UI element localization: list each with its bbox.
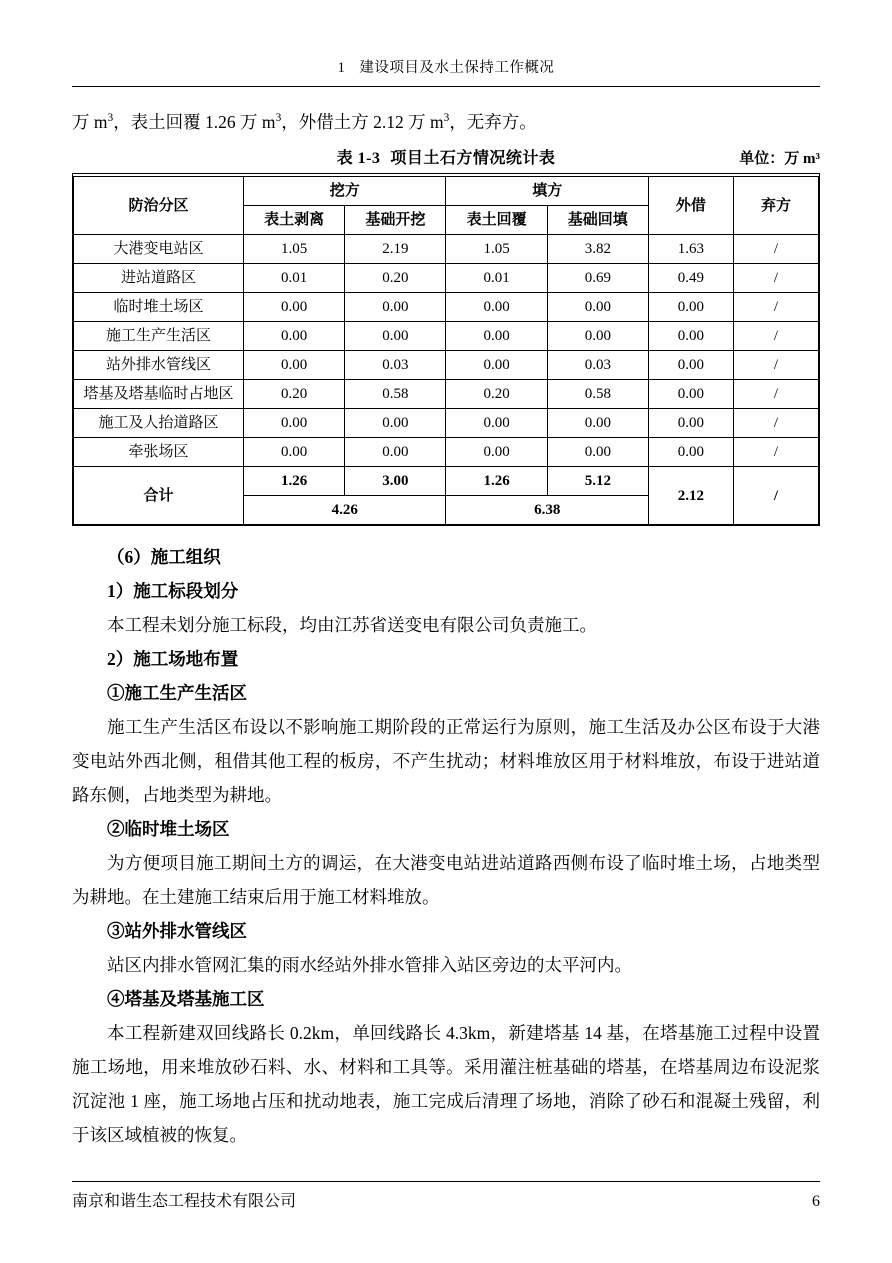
cell-value: 0.00	[446, 351, 547, 380]
cell-value: 0.00	[244, 293, 345, 322]
cell-value: 0.00	[648, 351, 733, 380]
subsection-heading-site-layout: 2）施工场地布置	[107, 649, 239, 669]
paragraph-outside-drainage-pipeline: 站区内排水管网汇集的雨水经站外排水管排入站区旁边的太平河内。	[107, 955, 632, 975]
intro-part-2: ，表土回覆 1.26 万 m	[113, 112, 276, 132]
table-body	[74, 235, 819, 525]
total-value: 1.26	[244, 467, 345, 496]
cell-value: 0.00	[547, 322, 648, 351]
total-excavation-sum: 4.26	[244, 496, 446, 525]
header-waste: 弃方	[733, 177, 818, 235]
cell-value: 0.20	[244, 380, 345, 409]
cell-value: 0.01	[244, 264, 345, 293]
header-chapter-title: 建设项目及水土保持工作概况	[359, 60, 555, 76]
statistics-table	[73, 176, 819, 525]
row-label: 施工及人抬道路区	[74, 409, 244, 438]
intro-paragraph	[72, 105, 820, 139]
total-value: 1.26	[446, 467, 547, 496]
cell-value: 0.00	[345, 293, 446, 322]
intro-part-3: ，外借土方 2.12 万 m	[281, 112, 444, 132]
header-sub-foundation-backfill: 基础回填	[547, 206, 648, 235]
header-sub-topsoil-strip: 表土剥离	[244, 206, 345, 235]
cell-value: 0.20	[446, 380, 547, 409]
intro-sup-1: 3	[107, 112, 114, 125]
cell-value: 0.58	[345, 380, 446, 409]
cell-value: /	[733, 293, 818, 322]
cell-value: /	[733, 380, 818, 409]
table-row	[74, 264, 819, 293]
cell-value: 1.63	[648, 235, 733, 264]
row-label: 大港变电站区	[74, 235, 244, 264]
cell-value: /	[733, 264, 818, 293]
header-sub-topsoil-return: 表土回覆	[446, 206, 547, 235]
cell-value: 0.00	[446, 322, 547, 351]
footer-row	[72, 1188, 820, 1211]
cell-value: 0.00	[648, 322, 733, 351]
table-caption-row	[72, 145, 820, 173]
paragraph-tower-foundation-area: 本工程新建双回线路长 0.2km，单回线路长 4.3km，新建塔基 14 基，在塔基施工过程中设置施工场地，用来堆放砂石料、水、材料和工具等。采用灌注桩基础的塔基，在塔基周边布设泥浆沉淀池 1 座，施工场地占压和扰动地表，施工完成后清理了场地，消除了砂石和混凝土残留，利于该区域植被的恢复。	[72, 1023, 820, 1145]
cell-value: 0.00	[547, 409, 648, 438]
cell-value: /	[733, 438, 818, 467]
cell-value: 0.00	[244, 438, 345, 467]
row-label: 牵张场区	[74, 438, 244, 467]
table-row	[74, 380, 819, 409]
table-header	[74, 177, 819, 235]
header-chapter-number: 1	[337, 60, 346, 76]
table-row	[74, 235, 819, 264]
header-sub-foundation-excavation: 基础开挖	[345, 206, 446, 235]
header-excavation: 挖方	[244, 177, 446, 206]
cell-value: 0.00	[648, 380, 733, 409]
cell-value: /	[733, 322, 818, 351]
header-fill: 填方	[446, 177, 648, 206]
cell-value: 0.00	[648, 293, 733, 322]
page-header	[72, 0, 820, 77]
cell-value: 0.00	[345, 409, 446, 438]
table-caption	[72, 145, 820, 168]
row-label: 塔基及塔基临时占地区	[74, 380, 244, 409]
row-label: 临时堆土场区	[74, 293, 244, 322]
section-heading-construction-organization: （6）施工组织	[107, 547, 221, 567]
cell-value: 0.58	[547, 380, 648, 409]
cell-value: 0.01	[446, 264, 547, 293]
footer-divider	[72, 1181, 820, 1182]
table-caption-title: 项目土石方情况统计表	[390, 150, 556, 167]
row-label: 站外排水管线区	[74, 351, 244, 380]
cell-value: 0.00	[648, 409, 733, 438]
cell-value: 0.00	[345, 322, 446, 351]
subsection-heading-section-division: 1）施工标段划分	[107, 581, 239, 601]
intro-sup-3: 3	[443, 112, 450, 125]
header-external: 外借	[648, 177, 733, 235]
table-total-row-1	[74, 467, 819, 496]
cell-value: /	[733, 235, 818, 264]
total-value: 3.00	[345, 467, 446, 496]
table-row	[74, 293, 819, 322]
table-row	[74, 351, 819, 380]
paragraph-temporary-soil-yard: 为方便项目施工期间土方的调运，在大港变电站进站道路西侧布设了临时堆土场，占地类型为耕地。在土建施工结束后用于施工材料堆放。	[72, 853, 820, 907]
intro-part-1: 万 m	[72, 112, 108, 132]
cell-value: 2.19	[345, 235, 446, 264]
cell-value: 3.82	[547, 235, 648, 264]
row-label: 施工生产生活区	[74, 322, 244, 351]
row-label: 进站道路区	[74, 264, 244, 293]
footer-page-number: 6	[812, 1193, 820, 1210]
cell-value: 1.05	[446, 235, 547, 264]
cell-value: 0.49	[648, 264, 733, 293]
cell-value: 0.00	[244, 322, 345, 351]
cell-value: /	[733, 351, 818, 380]
item-heading-tower-foundation-area: ④塔基及塔基施工区	[107, 989, 265, 1009]
table-caption-number: 表 1-3	[336, 150, 381, 167]
item-heading-temporary-soil-yard: ②临时堆土场区	[107, 819, 230, 839]
table-row	[74, 438, 819, 467]
cell-value: 0.69	[547, 264, 648, 293]
cell-value: 0.03	[547, 351, 648, 380]
table-row	[74, 409, 819, 438]
cell-value: 0.00	[547, 293, 648, 322]
cell-value: 0.00	[648, 438, 733, 467]
total-external: 2.12	[648, 467, 733, 525]
table-unit-label: 单位：万 m³	[739, 151, 820, 167]
total-value: 5.12	[547, 467, 648, 496]
paragraph-production-living-area: 施工生产生活区布设以不影响施工期阶段的正常运行为原则，施工生活及办公区布设于大港变电站外西北侧，租借其他工程的板房，不产生扰动；材料堆放区用于材料堆放，布设于进站道路东侧，占地类型为耕地。	[72, 717, 820, 805]
cell-value: 1.05	[244, 235, 345, 264]
table-row	[74, 322, 819, 351]
header-divider	[72, 86, 820, 87]
total-label: 合计	[74, 467, 244, 525]
cell-value: 0.00	[446, 438, 547, 467]
cell-value: 0.00	[446, 409, 547, 438]
cell-value: 0.00	[547, 438, 648, 467]
cell-value: 0.00	[244, 409, 345, 438]
cell-value: 0.00	[244, 351, 345, 380]
total-waste: /	[733, 467, 818, 525]
cell-value: 0.20	[345, 264, 446, 293]
statistics-table-wrapper	[72, 173, 820, 526]
page-footer	[72, 1181, 820, 1211]
cell-value: /	[733, 409, 818, 438]
cell-value: 0.00	[345, 438, 446, 467]
table-header-row-1	[74, 177, 819, 206]
item-heading-production-living-area: ①施工生产生活区	[107, 683, 247, 703]
cell-value: 0.00	[446, 293, 547, 322]
footer-company: 南京和谐生态工程技术有限公司	[72, 1193, 297, 1210]
intro-part-4: ，无弃方。	[449, 112, 537, 132]
paragraph-section-division: 本工程未划分施工标段，均由江苏省送变电有限公司负责施工。	[107, 615, 597, 635]
item-heading-outside-drainage-pipeline: ③站外排水管线区	[107, 921, 247, 941]
cell-value: 0.03	[345, 351, 446, 380]
total-fill-sum: 6.38	[446, 496, 648, 525]
header-region: 防治分区	[74, 177, 244, 235]
intro-sup-2: 3	[275, 112, 282, 125]
